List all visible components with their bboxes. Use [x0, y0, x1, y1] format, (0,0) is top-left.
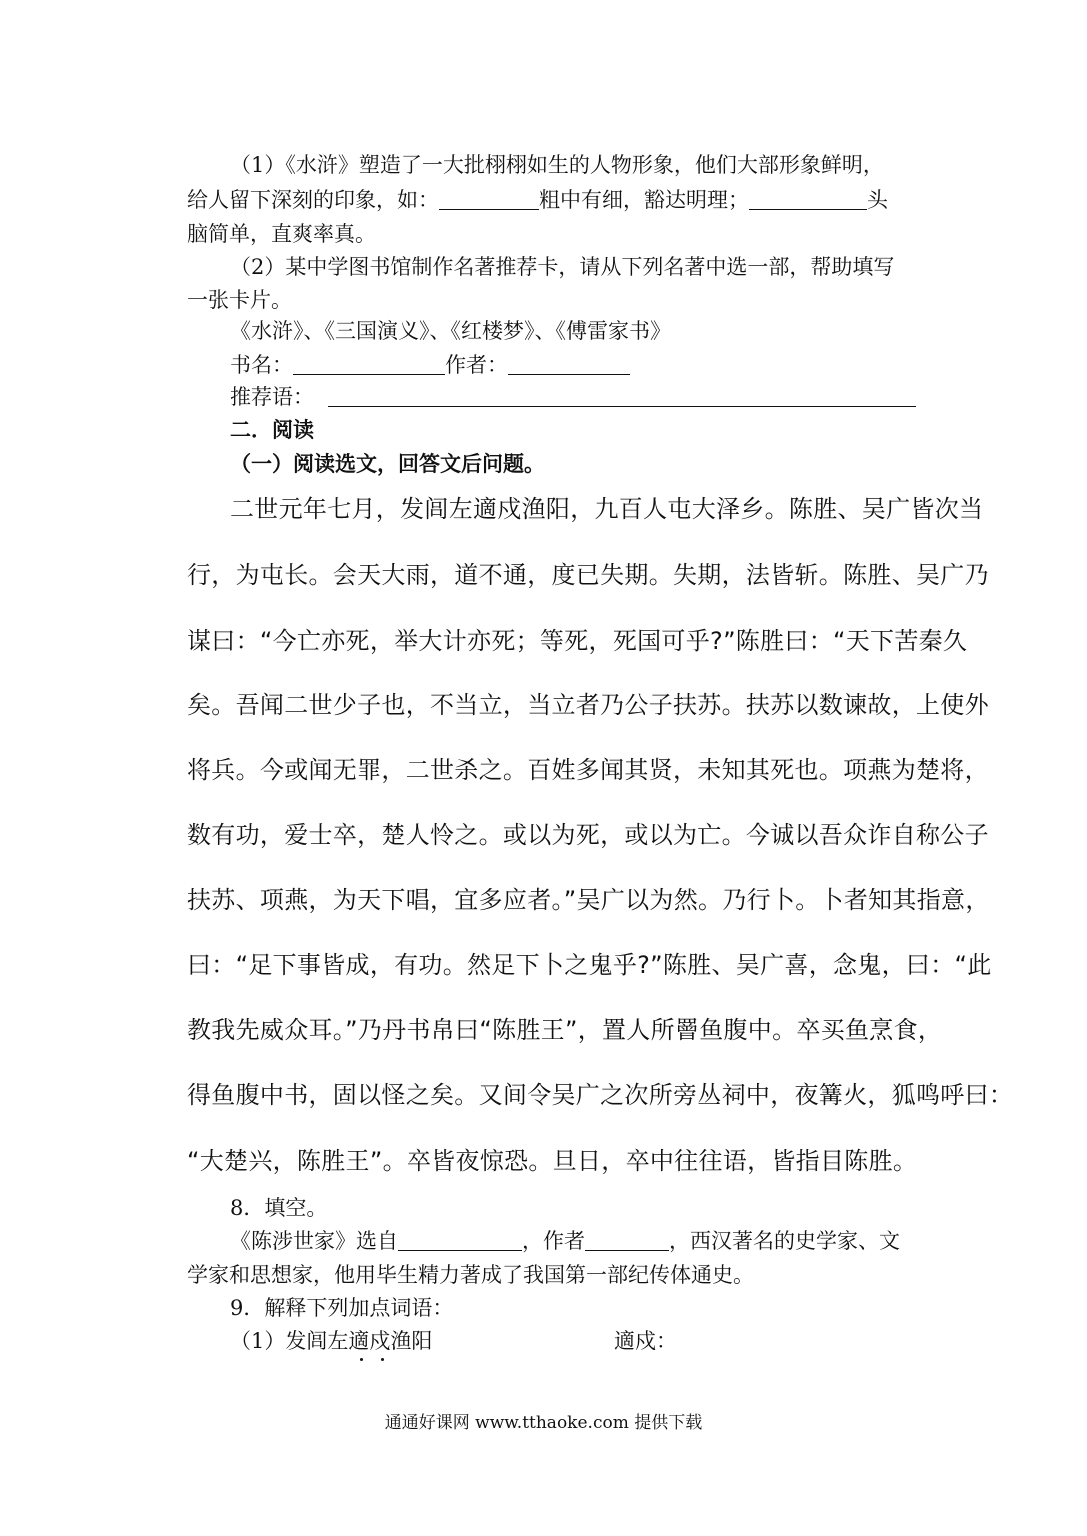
q9-item-1-answer-label: 適戍：: [614, 1329, 677, 1353]
q1-line-2-text-a: 给人留下深刻的印象，如：: [187, 188, 439, 212]
passage-line-8: 曰：“足下事皆成，有功。然足下卜之鬼乎?”陈胜、吴广喜，念鬼，曰：“此: [187, 951, 992, 979]
q1-line-3: 脑简单，直爽率真。: [187, 222, 376, 246]
book-card-row: [230, 352, 630, 378]
q1-line-2-text-c: 头: [867, 188, 888, 212]
recommend-row: [230, 384, 916, 410]
q1-line-2: [187, 187, 888, 213]
passage-line-5: 将兵。今或闻无罪，二世杀之。百姓多闻其贤，未知其死也。项燕为楚将，: [187, 756, 989, 784]
q1-line-2-text-b: 粗中有细，豁达明理；: [539, 188, 749, 212]
q8-source-blank[interactable]: [398, 1230, 522, 1251]
passage-line-9: 教我先威众耳。”乃丹书帛曰“陈胜王”，置人所罾鱼腹中。卒买鱼烹食，: [187, 1016, 943, 1044]
q8-line-1: [230, 1228, 900, 1254]
book-list: 《水浒》、《三国演义》、《红楼梦》、《傅雷家书》: [230, 319, 671, 343]
passage-line-3: 谋曰：“今亡亦死，举大计亦死；等死，死国可乎?”陈胜曰：“天下苦秦久: [187, 627, 968, 655]
q8-text-a: 《陈涉世家》选自: [230, 1229, 398, 1253]
recommend-blank[interactable]: [328, 386, 916, 407]
passage-line-7: 扶苏、项燕，为天下唱，宜多应者。”吴广以为然。乃行卜。卜者知其指意，: [187, 886, 990, 914]
q8-text-b: ，作者: [522, 1229, 585, 1253]
book-name-blank[interactable]: [293, 354, 445, 375]
q8-line-2: 学家和思想家，他用毕生精力著成了我国第一部纪传体通史。: [187, 1263, 754, 1287]
q8-title: 8．填空。: [230, 1196, 328, 1220]
passage-line-11: “大楚兴，陈胜王”。卒皆夜惊恐。旦日，卒中往往语，皆指目陈胜。: [187, 1147, 918, 1175]
emphasis-dot-2: [381, 1358, 384, 1361]
passage-line-4: 矣。吾闻二世少子也，不当立，当立者乃公子扶苏。扶苏以数谏故，上使外: [187, 691, 989, 719]
q1-line-1: （1）《水浒》塑造了一大批栩栩如生的人物形象，他们大部形象鲜明，: [230, 153, 884, 177]
passage-line-6: 数有功，爱士卒，楚人怜之。或以为死，或以为亡。今诚以吾众诈自称公子: [187, 821, 989, 849]
q1-blank-1[interactable]: [439, 189, 539, 210]
q8-text-c: ，西汉著名的史学家、文: [669, 1229, 900, 1253]
page-footer: 通通好课网 www.tthaoke.com 提供下载: [384, 1413, 703, 1433]
q2-line-2: 一张卡片。: [187, 288, 292, 312]
section-heading: 二．阅读: [230, 418, 314, 442]
q2-line-1: （2）某中学图书馆制作名著推荐卡，请从下列名著中选一部，帮助填写: [230, 255, 895, 279]
passage-line-1: 二世元年七月，发闾左適戍渔阳，九百人屯大泽乡。陈胜、吴广皆次当: [230, 495, 984, 523]
q8-author-blank[interactable]: [585, 1230, 669, 1251]
book-name-label: 书名：: [230, 353, 293, 377]
passage-line-2: 行，为屯长。会天大雨，道不通，度已失期。失期，法皆斩。陈胜、吴广乃: [187, 561, 989, 589]
passage-line-10: 得鱼腹中书，固以怪之矣。又间令吴广之次所旁丛祠中，夜篝火，狐鸣呼曰：: [187, 1081, 1014, 1109]
author-label: 作者：: [445, 353, 508, 377]
author-blank[interactable]: [508, 354, 630, 375]
emphasis-dot-1: [360, 1358, 363, 1361]
q9-title: 9．解释下列加点词语：: [230, 1296, 454, 1320]
q1-blank-2[interactable]: [749, 189, 867, 210]
recommend-label: 推荐语：: [230, 385, 314, 409]
section-subheading: （一）阅读选文，回答文后问题。: [230, 452, 545, 476]
q9-item-1: （1）发闾左適戍渔阳: [230, 1329, 433, 1353]
